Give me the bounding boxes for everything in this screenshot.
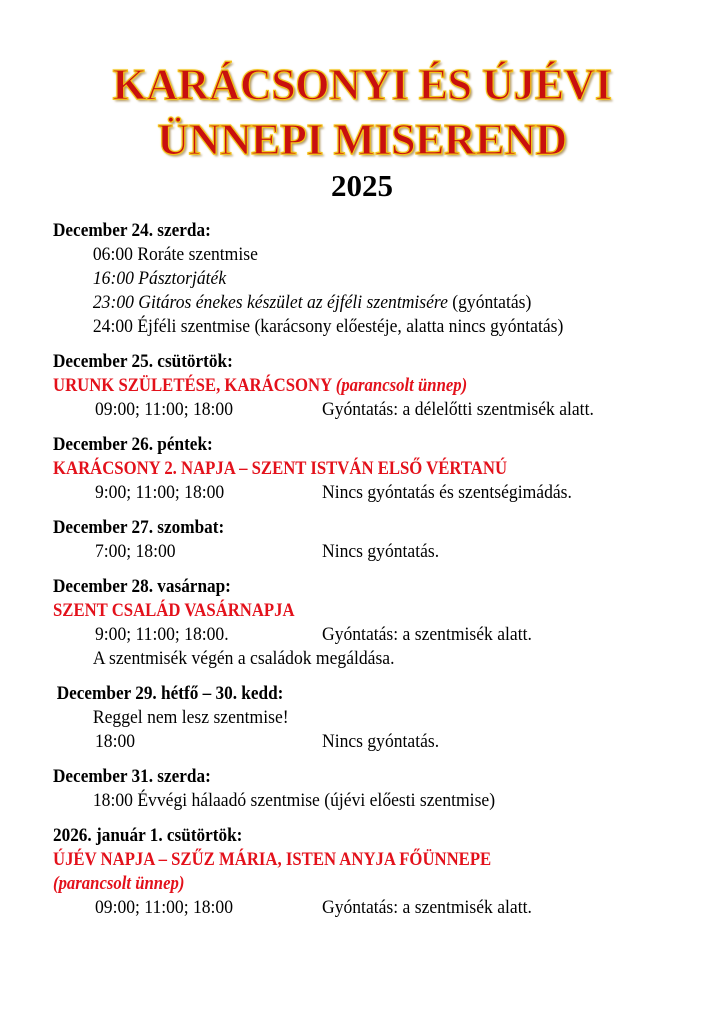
mass-times: 9:00; 11:00; 18:00 <box>95 483 225 503</box>
schedule-line: 06:00 Roráte szentmise <box>92 245 258 265</box>
title-line-1: KARÁCSONYI ÉS ÚJÉVI <box>112 60 612 109</box>
year: 2025 <box>331 168 393 203</box>
confession-info: Nincs gyóntatás. <box>322 542 440 562</box>
schedule-row <box>53 623 713 647</box>
confession-info: Gyóntatás: a szentmisék alatt. <box>322 898 532 918</box>
schedule-line: 16:00 Pásztorjáték <box>92 269 227 289</box>
schedule-line: 24:00 Éjféli szentmise (karácsony előestéje, alatta nincs gyóntatás) <box>92 317 564 337</box>
day-heading: December 24. szerda: <box>53 221 211 241</box>
feast-name: URUNK SZÜLETÉSE, KARÁCSONY <box>53 375 332 396</box>
section-dec-25 <box>53 350 713 422</box>
section-dec-26 <box>53 433 713 505</box>
section-jan-1 <box>53 824 713 920</box>
feast-note: (parancsolt ünnep) <box>335 375 468 396</box>
schedule-line: Reggel nem lesz szentmise! <box>92 708 289 728</box>
day-heading: December 29. hétfő – 30. kedd: <box>56 684 284 704</box>
schedule-line: 18:00 Évvégi hálaadó szentmise (újévi előesti szentmise) <box>92 791 496 811</box>
schedule-line-note: (gyóntatás) <box>447 293 532 313</box>
section-dec-28 <box>53 575 713 671</box>
day-heading: December 27. szombat: <box>53 518 225 538</box>
confession-info: Nincs gyóntatás és szentségimádás. <box>322 483 572 503</box>
day-heading: 2026. január 1. csütörtök: <box>53 826 243 846</box>
feast-name: ÚJÉV NAPJA – SZŰZ MÁRIA, ISTEN ANYJA FŐÜNNEPE <box>53 849 492 870</box>
day-heading: December 28. vasárnap: <box>53 577 231 597</box>
day-heading: December 26. péntek: <box>53 435 213 455</box>
schedule-row <box>53 730 713 754</box>
schedule-row <box>53 896 713 920</box>
schedule-row <box>53 398 713 422</box>
title-line-2: ÜNNEPI MISEREND <box>157 115 567 164</box>
schedule-row <box>53 481 713 505</box>
mass-times: 7:00; 18:00 <box>95 542 176 562</box>
section-dec-31 <box>53 765 713 813</box>
mass-times: 09:00; 11:00; 18:00 <box>95 898 234 918</box>
section-dec-27 <box>53 516 713 564</box>
feast-title <box>53 374 634 398</box>
section-dec-24 <box>53 219 713 339</box>
feast-note-line <box>53 872 634 896</box>
mass-times: 09:00; 11:00; 18:00 <box>95 400 234 420</box>
schedule-line <box>53 291 680 315</box>
schedule-line-italic: 23:00 Gitáros énekes készület az éjféli szentmisére <box>92 293 448 313</box>
confession-info: Gyóntatás: a délelőtti szentmisék alatt. <box>322 400 594 420</box>
schedule <box>53 219 713 931</box>
schedule-row <box>53 540 713 564</box>
mass-times: 9:00; 11:00; 18:00. <box>95 625 229 645</box>
section-dec-29-30 <box>53 682 713 754</box>
feast-note: (parancsolt ünnep) <box>53 873 185 894</box>
feast-name: SZENT CSALÁD VASÁRNAPJA <box>53 600 295 621</box>
day-heading: December 25. csütörtök: <box>53 352 233 372</box>
mass-times: 18:00 <box>95 732 136 752</box>
day-heading: December 31. szerda: <box>53 767 211 787</box>
schedule-line: A szentmisék végén a családok megáldása. <box>92 649 395 669</box>
confession-info: Gyóntatás: a szentmisék alatt. <box>322 625 532 645</box>
confession-info: Nincs gyóntatás. <box>322 732 440 752</box>
feast-name: KARÁCSONY 2. NAPJA – SZENT ISTVÁN ELSŐ VÉRTANÚ <box>53 458 508 479</box>
